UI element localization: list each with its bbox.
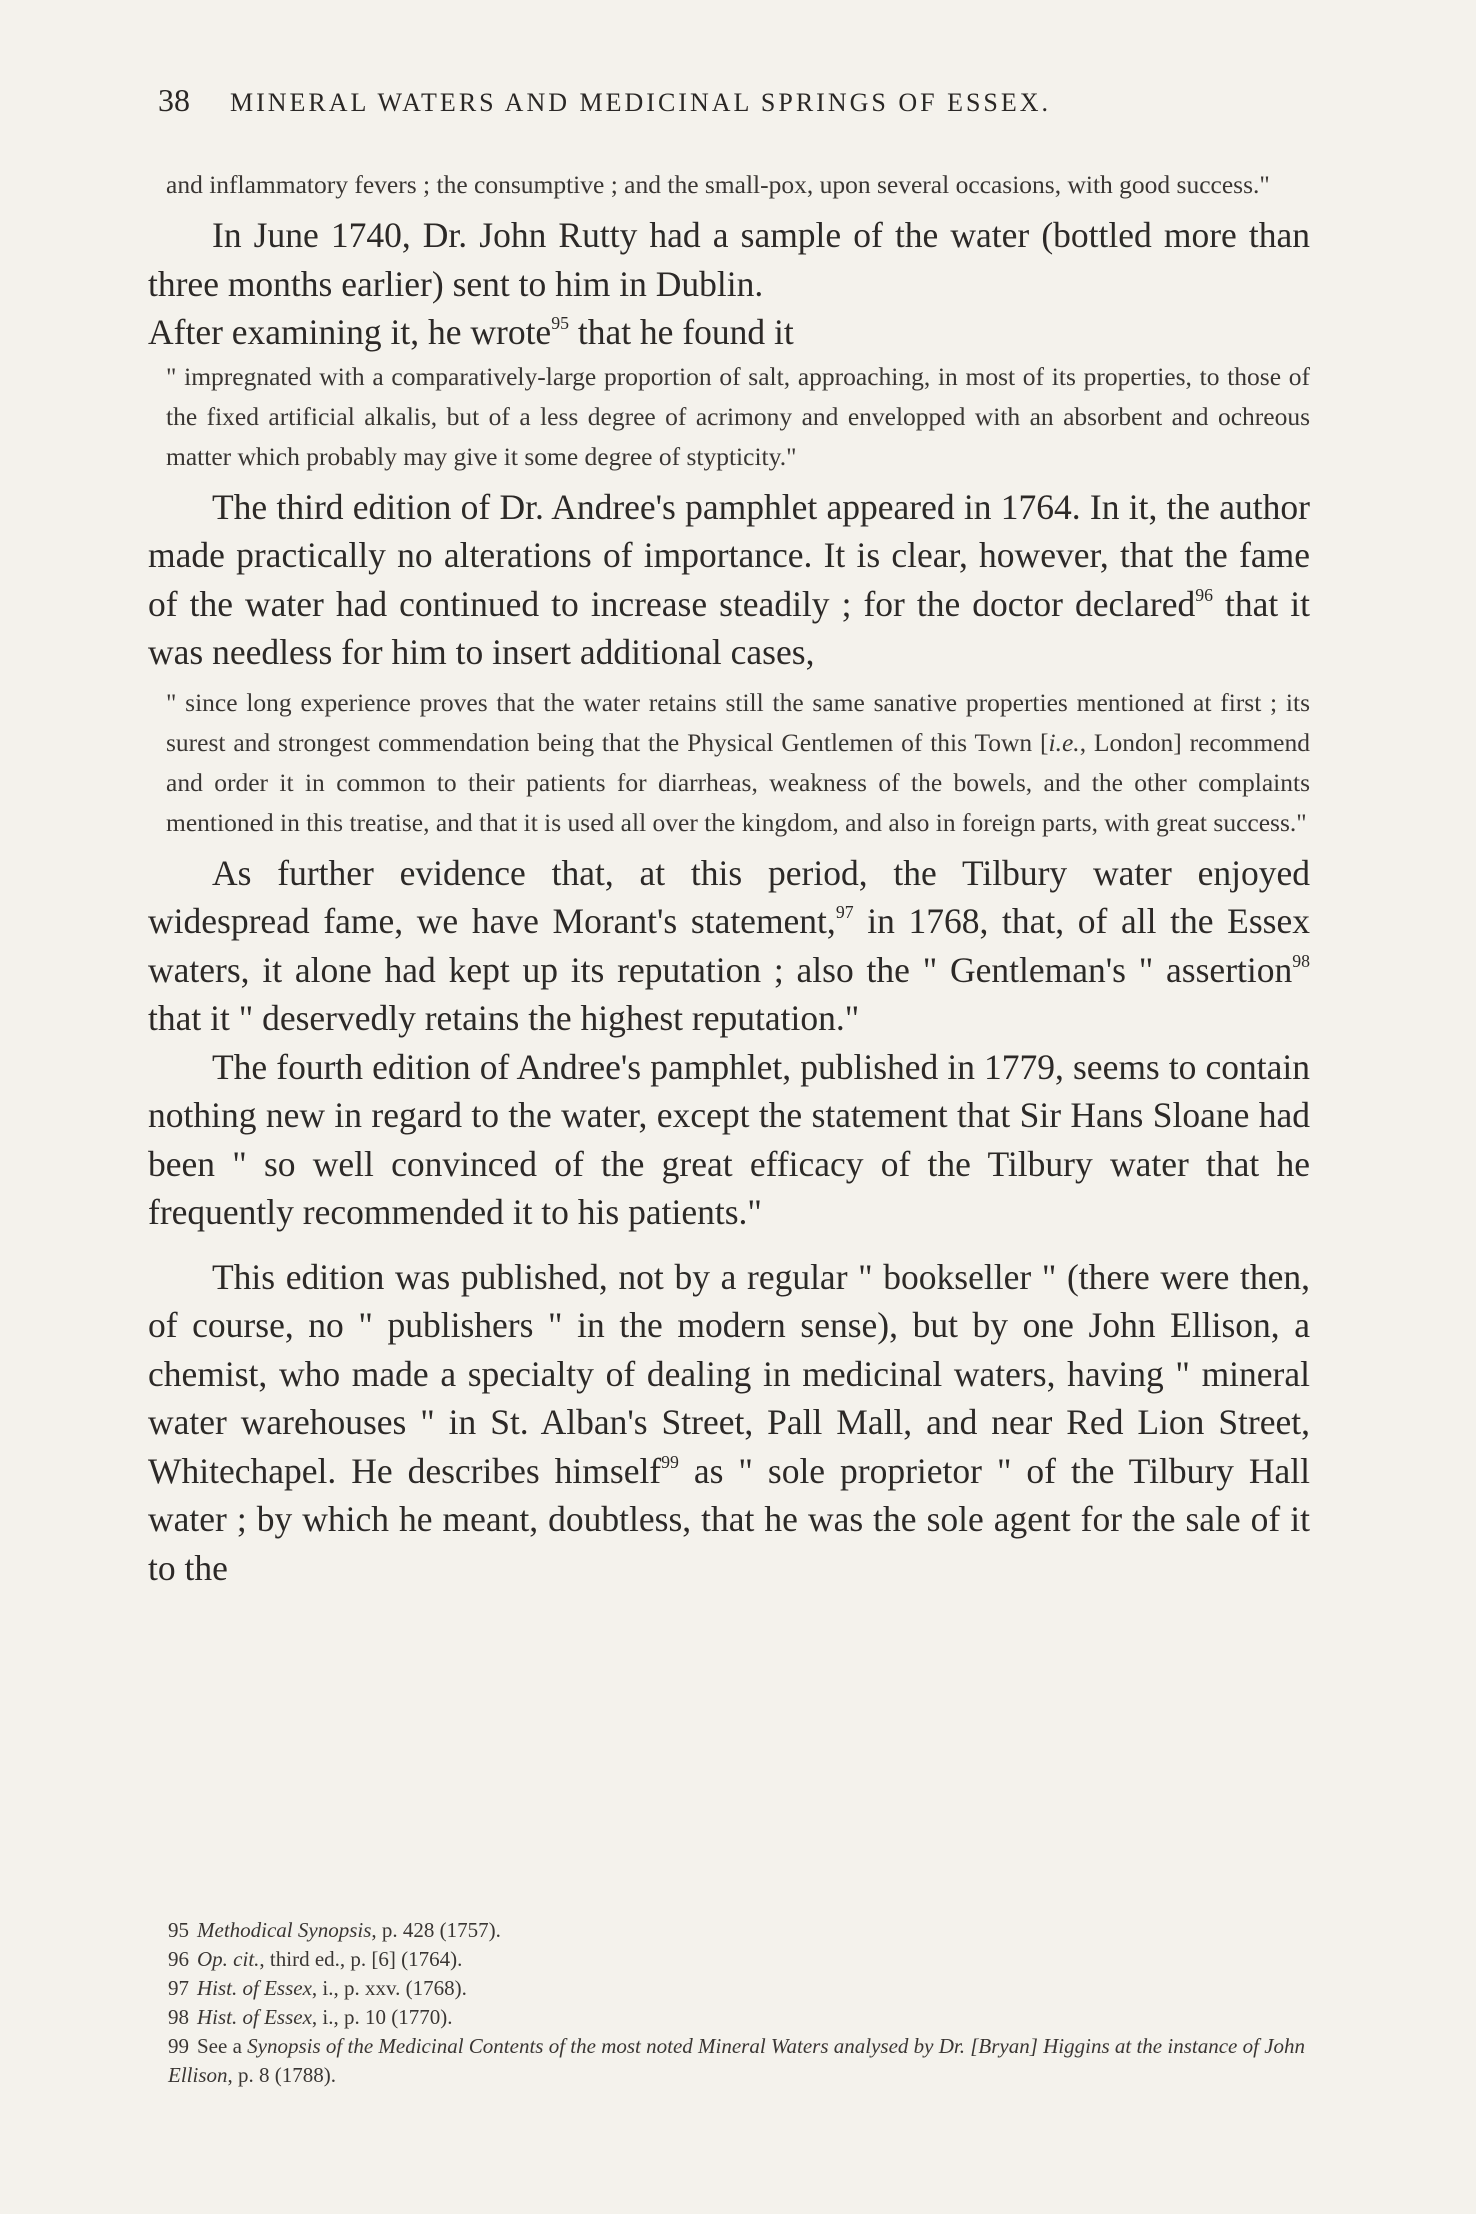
footnotes: [148, 1916, 1310, 2090]
footnote-95: [148, 1916, 1310, 1945]
paragraph: The fourth edition of Andree's pamphlet, published in 1779, seems to contain nothing new in regard to the water, except the statement that Sir Hans Sloane had been " so well convinced of the great efficacy of the Tilbury water that he frequently recommended it to his patients.": [148, 1046, 1310, 1232]
footnote-title: Hist. of Essex: [197, 1976, 312, 2000]
footnote-number: 97: [168, 1976, 189, 2000]
page-number: 38: [158, 82, 190, 118]
paragraph-text: in 1768, that, of all the Essex waters, it alone had kept up its reputation ; also the " Gentleman's " assertion: [148, 901, 1310, 990]
paragraph-text: This edition was published, not by a regular " bookseller " (there were then, of course, no " publishers " in the modern sense), but by one John Ellison, a chemist, who made a specialty of dealing in medicinal waters, having " mineral water warehouses " in St. Alban's Street, Pall Mall, and near Red Lion Street, Whitechapel. He describes himself: [148, 1256, 1310, 1491]
footnote-title: Op. cit.: [197, 1947, 260, 1971]
footnote-text: , third ed., p. [6] (1764).: [259, 1947, 463, 1971]
page-header: [158, 82, 1218, 119]
footnote-ref: 98: [1292, 950, 1310, 971]
paragraph-text: The third edition of Dr. Andree's pamphlet appeared in 1764. In it, the author made practically no alterations of importance. It is clear, however, that the fame of the water had continued to increase steadily ; for the doctor declared: [148, 486, 1310, 624]
paragraph: [148, 849, 1310, 1043]
footnote-number: 98: [168, 2005, 189, 2029]
quote-text: " since long experience proves that the water retains still the same sanative properties mentioned at first ; its surest and strongest commendation being that the Physical Gentlemen of this Town [: [166, 687, 1310, 757]
footnote-99: [148, 2032, 1310, 2090]
footnote-98: [148, 2003, 1310, 2032]
paragraph-text: that he found it: [568, 312, 794, 352]
quote-italic: i.e.: [1048, 727, 1080, 757]
footnote-title: Hist. of Essex: [197, 2005, 312, 2029]
paragraph-text: After examining it, he wrote: [148, 312, 552, 352]
paragraph: In June 1740, Dr. John Rutty had a sample of the water (bottled more than three months earlier) sent to him in Dublin.: [148, 215, 1310, 304]
footnote-ref: 95: [551, 312, 569, 333]
footnote-title: Synopsis of the Medicinal Contents of the most noted Mineral Waters analysed by Dr. [Bryan] Higgins at the instance of John Ellison: [168, 2034, 1306, 2087]
footnote-text: , p. 8 (1788).: [227, 2063, 337, 2087]
paragraph: [148, 308, 1310, 357]
footnote-text: , i., p. 10 (1770).: [311, 2005, 453, 2029]
block-quote: and inflammatory fevers ; the consumptive ; and the small-pox, upon several occasions, with good success.": [166, 170, 1270, 199]
paragraph-text: that it " deservedly retains the highest reputation.": [148, 998, 860, 1038]
footnote-number: 99: [168, 2034, 189, 2058]
footnote-ref: 99: [661, 1451, 679, 1472]
paragraph: [148, 1253, 1310, 1593]
footnote-text: See a: [197, 2034, 248, 2058]
paragraph: [148, 483, 1310, 677]
paragraph-text: that it was needless for him to insert additional cases,: [148, 583, 1311, 672]
block-quote: [148, 683, 1310, 843]
quote-text: , London] recommend and order it in common to their patients for diarrheas, weakness of the bowels, and the other complaints mentioned in this treatise, and that it is used all over the kingdom, and also in foreign parts, with great success.": [166, 727, 1310, 837]
footnote-text: , p. 428 (1757).: [371, 1918, 501, 1942]
footnote-text: , i., p. xxv. (1768).: [311, 1976, 467, 2000]
page-body: [148, 165, 1310, 1592]
footnote-96: [148, 1945, 1310, 1974]
paragraph-text: as " sole proprietor " of the Tilbury Hall water ; by which he meant, doubtless, that he was the sole agent for the sale of it to the: [148, 1450, 1310, 1588]
footnote-number: 95: [168, 1918, 189, 1942]
footnote-title: Methodical Synopsis: [197, 1918, 372, 1942]
footnote-ref: 96: [1195, 584, 1213, 605]
running-title: MINERAL WATERS AND MEDICINAL SPRINGS OF ESSEX.: [230, 88, 1052, 117]
footnote-ref: 97: [835, 901, 854, 922]
footnote-number: 96: [168, 1947, 189, 1971]
block-quote: " impregnated with a comparatively-large proportion of salt, approaching, in most of its properties, to those of the fixed artificial alkalis, but of a less degree of acrimony and envelopped with an absorbent and ochreous matter which probably may give it some degree of stypticity.": [166, 361, 1310, 471]
footnote-97: [148, 1974, 1310, 2003]
paragraph-text: As further evidence that, at this period, the Tilbury water enjoyed widespread fame, we have Morant's statement,: [148, 852, 1310, 941]
